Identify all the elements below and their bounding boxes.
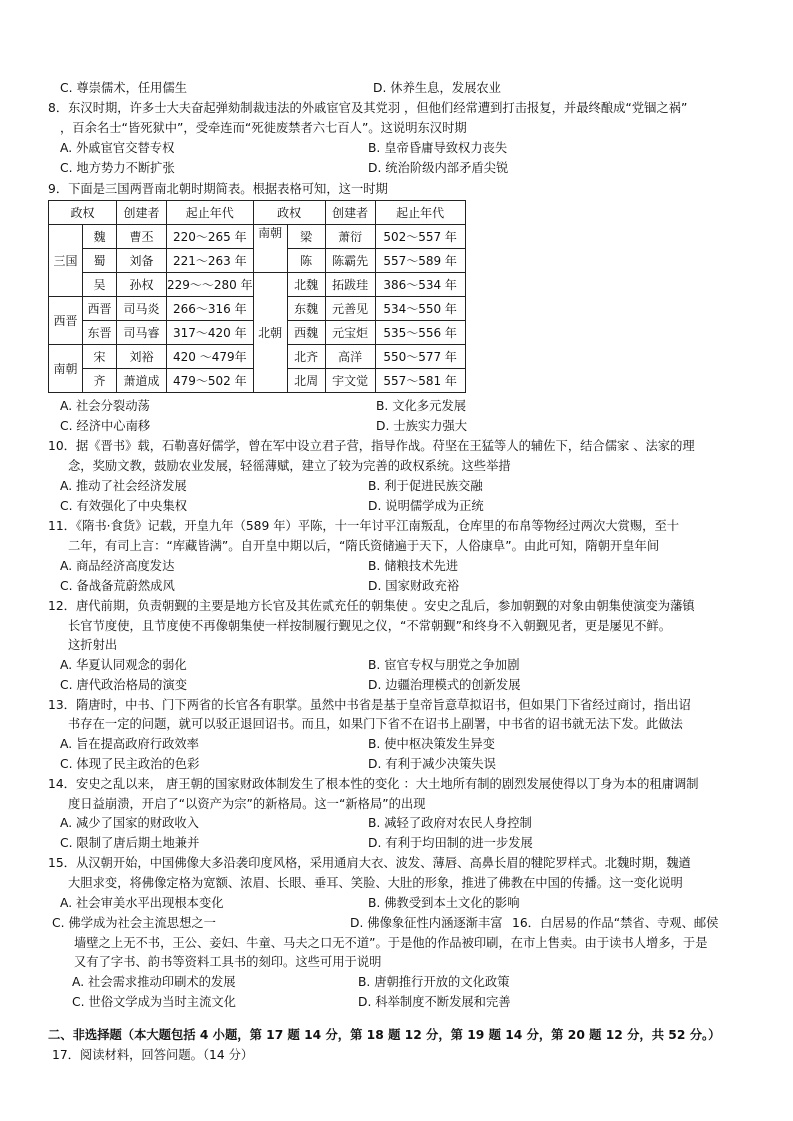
- table-cell: 229～～280 年: [167, 273, 254, 297]
- table-cell: 534～550 年: [375, 297, 465, 321]
- q12-option-d: D. 边疆治理模式的创新发展: [368, 678, 521, 692]
- q9-option-b: B. 文化多元发展: [376, 399, 467, 413]
- table-cell: 西晋: [83, 297, 117, 321]
- table-cell: 宇文觉: [325, 369, 375, 393]
- table-cell: 拓跋珪: [325, 273, 375, 297]
- q12-stem-line1: 12．唐代前期，负责朝觐的主要是地方长官及其佐贰充任的朝集使 。安史之乱后，参加朝觐的对象由朝集使演变为藩镇: [48, 599, 695, 613]
- q10-option-a: A. 推动了社会经济发展: [60, 479, 187, 493]
- q11-stem-line1: 11．《隋书·食货》记载，开皇九年（589 年）平陈，十一年讨平江南叛乱，仓库里的布帛等物经过两次大赏赐，至十: [48, 519, 680, 533]
- q12-option-a: A. 华夏认同观念的弱化: [60, 658, 187, 672]
- q14-option-d: D. 有利于均田制的进一步发展: [368, 836, 533, 850]
- q13-option-b: B. 使中枢决策发生异变: [368, 737, 495, 751]
- q14-option-b: B. 减轻了政府对农民人身控制: [368, 816, 532, 830]
- q8-option-d: D. 统治阶级内部矛盾尖锐: [368, 161, 509, 175]
- q16-stem-line3: 又有了字书、韵书等资料工具书的刻印。这些可用于说明: [74, 955, 382, 969]
- q16-option-d: D. 科举制度不断发展和完善: [358, 995, 511, 1009]
- q7-option-d: D. 休养生息，发展农业: [373, 81, 501, 95]
- group-southern-dynasties-2: 南朝: [49, 345, 83, 393]
- q8-stem-line1: 8．东汉时期，许多士大夫奋起弹劾制裁违法的外戚宦官及其党羽 ，但他们经常遭到打击报复，并最终酿成“党锢之祸”: [48, 101, 688, 115]
- header-years: 起止年代: [167, 201, 254, 225]
- table-cell: 266～316 年: [167, 297, 254, 321]
- table-cell: 东魏: [287, 297, 325, 321]
- q16-option-c: C. 世俗文学成为当时主流文化: [72, 995, 236, 1009]
- q10-option-c: C. 有效强化了中央集权: [60, 499, 188, 513]
- q8-option-a: A. 外戚宦官交替专权: [60, 141, 175, 155]
- table-cell: 北魏: [287, 273, 325, 297]
- header-founder: 创建者: [325, 201, 375, 225]
- table-cell: 北齐: [287, 345, 325, 369]
- q11-option-c: C. 备战备荒蔚然成风: [60, 579, 175, 593]
- table-cell: 梁: [287, 225, 325, 249]
- table-cell: 420 ～479年: [167, 345, 254, 369]
- section-heading: 二、非选择题（本大题包括 4 小题，第 17 题 14 分，第 18 题 12 分，第 19 题 14 分，第 20 题 12 分，共 52 分。）: [48, 1028, 721, 1042]
- q10-option-b: B. 利于促进民族交融: [368, 479, 483, 493]
- table-cell: 蜀: [83, 249, 117, 273]
- table-cell: 陈: [287, 249, 325, 273]
- header-founder: 创建者: [117, 201, 167, 225]
- table-cell: 司马睿: [117, 321, 167, 345]
- q14-stem-line2: 度日益崩溃，开启了“以资产为宗”的新格局。这一“新格局”的出现: [68, 797, 426, 811]
- table-cell: 宋: [83, 345, 117, 369]
- q14-option-a: A. 减少了国家的财政收入: [60, 816, 199, 830]
- q8-option-b: B. 皇帝昏庸导致权力丧失: [368, 141, 508, 155]
- q13-stem-line2: 书存在一定的问题，就可以驳正退回诏书。而且，如果门下省不在诏书上副署，中书省的诏书就无法下发。此做法: [68, 717, 683, 731]
- table-cell: 502～557 年: [375, 225, 465, 249]
- q11-option-a: A. 商品经济高度发达: [60, 559, 175, 573]
- table-cell: 557～589 年: [375, 249, 465, 273]
- group-southern-dynasties: 南朝: [253, 225, 287, 273]
- table-cell: 西魏: [287, 321, 325, 345]
- q13-option-c: C. 体现了民主政治的色彩: [60, 757, 200, 771]
- group-western-jin: 西晋: [49, 297, 83, 345]
- q16-option-a: A. 社会需求推动印刷术的发展: [72, 975, 236, 989]
- table-cell: 司马炎: [117, 297, 167, 321]
- table-cell: 吴: [83, 273, 117, 297]
- table-cell: 北周: [287, 369, 325, 393]
- table-cell: 317～420 年: [167, 321, 254, 345]
- table-cell: 元善见: [325, 297, 375, 321]
- q9-stem: 9．下面是三国两晋南北朝时期简表。根据表格可知，这一时期: [48, 182, 388, 196]
- q8-option-c: C. 地方势力不断扩张: [60, 161, 175, 175]
- header-regime: 政权: [49, 201, 117, 225]
- q9-option-a: A. 社会分裂动荡: [60, 399, 150, 413]
- header-regime: 政权: [253, 201, 325, 225]
- q15-option-b: B. 佛教受到本土文化的影响: [368, 896, 520, 910]
- q9-option-d: D. 士族实力强大: [376, 419, 468, 433]
- table-cell: 陈霸先: [325, 249, 375, 273]
- table-cell: 535～556 年: [375, 321, 465, 345]
- table-cell: 魏: [83, 225, 117, 249]
- table-cell: 刘裕: [117, 345, 167, 369]
- q9-option-c: C. 经济中心南移: [60, 419, 151, 433]
- q15-option-c: C. 佛学成为社会主流思想之一: [52, 916, 216, 930]
- q15-stem-line2: 大胆求变，将佛像定格为宽额、浓眉、长眼、垂耳、笑脸、大肚的形象，推进了佛教在中国的传播。这一变化说明: [68, 876, 683, 890]
- table-cell: 550～577 年: [375, 345, 465, 369]
- q13-stem-line1: 13．隋唐时，中书、门下两省的长官各有职掌。虽然中书省是基于皇帝旨意草拟诏书，但如果门下省经过商讨，指出诏: [48, 698, 691, 712]
- q16-stem-line1: 16．白居易的作品“禁省、寺观、邮侯: [512, 916, 719, 930]
- q13-option-d: D. 有利于减少决策失误: [368, 757, 496, 771]
- q12-option-c: C. 唐代政治格局的演变: [60, 678, 188, 692]
- group-northern-dynasties: 北朝: [253, 273, 287, 393]
- q11-stem-line2: 二年，有司上言：“库藏皆满”。自开皇中期以后，“隋氏资储遍于天下，人俗康阜”。由此可知，隋朝开皇年间: [68, 539, 660, 553]
- header-years: 起止年代: [375, 201, 465, 225]
- dynasty-table: [48, 200, 466, 393]
- q12-option-b: B. 宦官专权与朋党之争加剧: [368, 658, 520, 672]
- q16-option-b: B. 唐朝推行开放的文化政策: [358, 975, 510, 989]
- q11-option-b: B. 储粮技术先进: [368, 559, 459, 573]
- q10-stem-line1: 10．据《晋书》载，石勒喜好儒学，曾在军中设立君子营，指导作战。苻坚在王猛等人的辅佐下，结合儒家 、法家的理: [48, 439, 695, 453]
- table-cell: 齐: [83, 369, 117, 393]
- table-cell: 220～265 年: [167, 225, 254, 249]
- table-cell: 221～263 年: [167, 249, 254, 273]
- q8-stem-line2: ，百余名士“皆死狱中”，受牵连而“死徙废禁者六七百人”。这说明东汉时期: [60, 121, 467, 135]
- table-cell: 557～581 年: [375, 369, 465, 393]
- q10-option-d: D. 说明儒学成为正统: [368, 499, 484, 513]
- table-cell: 孙权: [117, 273, 167, 297]
- table-cell: 萧衍: [325, 225, 375, 249]
- table-cell: 高洋: [325, 345, 375, 369]
- table-cell: 东晋: [83, 321, 117, 345]
- table-cell: 萧道成: [117, 369, 167, 393]
- q10-stem-line2: 念，奖励文教，鼓励农业发展，轻徭薄赋，建立了较为完善的政权系统。这些举措: [68, 459, 511, 473]
- table-cell: 386～534 年: [375, 273, 465, 297]
- q14-option-c: C. 限制了唐后期土地兼并: [60, 836, 200, 850]
- q7-option-c: C. 尊崇儒术，任用儒生: [60, 81, 188, 95]
- q15-option-a: A. 社会审美水平出现根本变化: [60, 896, 224, 910]
- table-cell: 曹丕: [117, 225, 167, 249]
- q14-stem-line1: 14．安史之乱以来， 唐王朝的国家财政体制发生了根本性的变化 ：大土地所有制的剧烈发展使得以丁身为本的租庸调制: [48, 777, 699, 791]
- q13-option-a: A. 旨在提高政府行政效率: [60, 737, 199, 751]
- table-cell: 元宝炬: [325, 321, 375, 345]
- q15-stem-line1: 15．从汉朝开始，中国佛像大多沿袭印度风格，采用通肩大衣、波发、薄唇、高鼻长眉的犍陀罗样式。北魏时期，魏遒: [48, 856, 691, 870]
- table-cell: 479～502 年: [167, 369, 254, 393]
- q12-stem-line2: 长官节度使，且节度使不再像朝集使一样按制履行觐见之仪，“不常朝觐”和终身不入朝觐见者，更是屡见不鲜。: [68, 619, 671, 633]
- q17-stem: 17．阅读材料，回答问题。（14 分）: [52, 1048, 254, 1062]
- q11-option-d: D. 国家财政充裕: [368, 579, 460, 593]
- q16-stem-line2: 墙壁之上无不书，王公、妾妇、牛童、马夫之口无不道”。于是他的作品被印刷，在市上售卖。由于读书人增多，于是: [74, 936, 708, 950]
- q12-stem-line3: 这折射出: [68, 638, 118, 652]
- table-cell: 刘备: [117, 249, 167, 273]
- group-three-kingdoms: 三国: [49, 225, 83, 297]
- q15-option-d: D. 佛像象征性内涵逐渐丰富: [350, 916, 503, 930]
